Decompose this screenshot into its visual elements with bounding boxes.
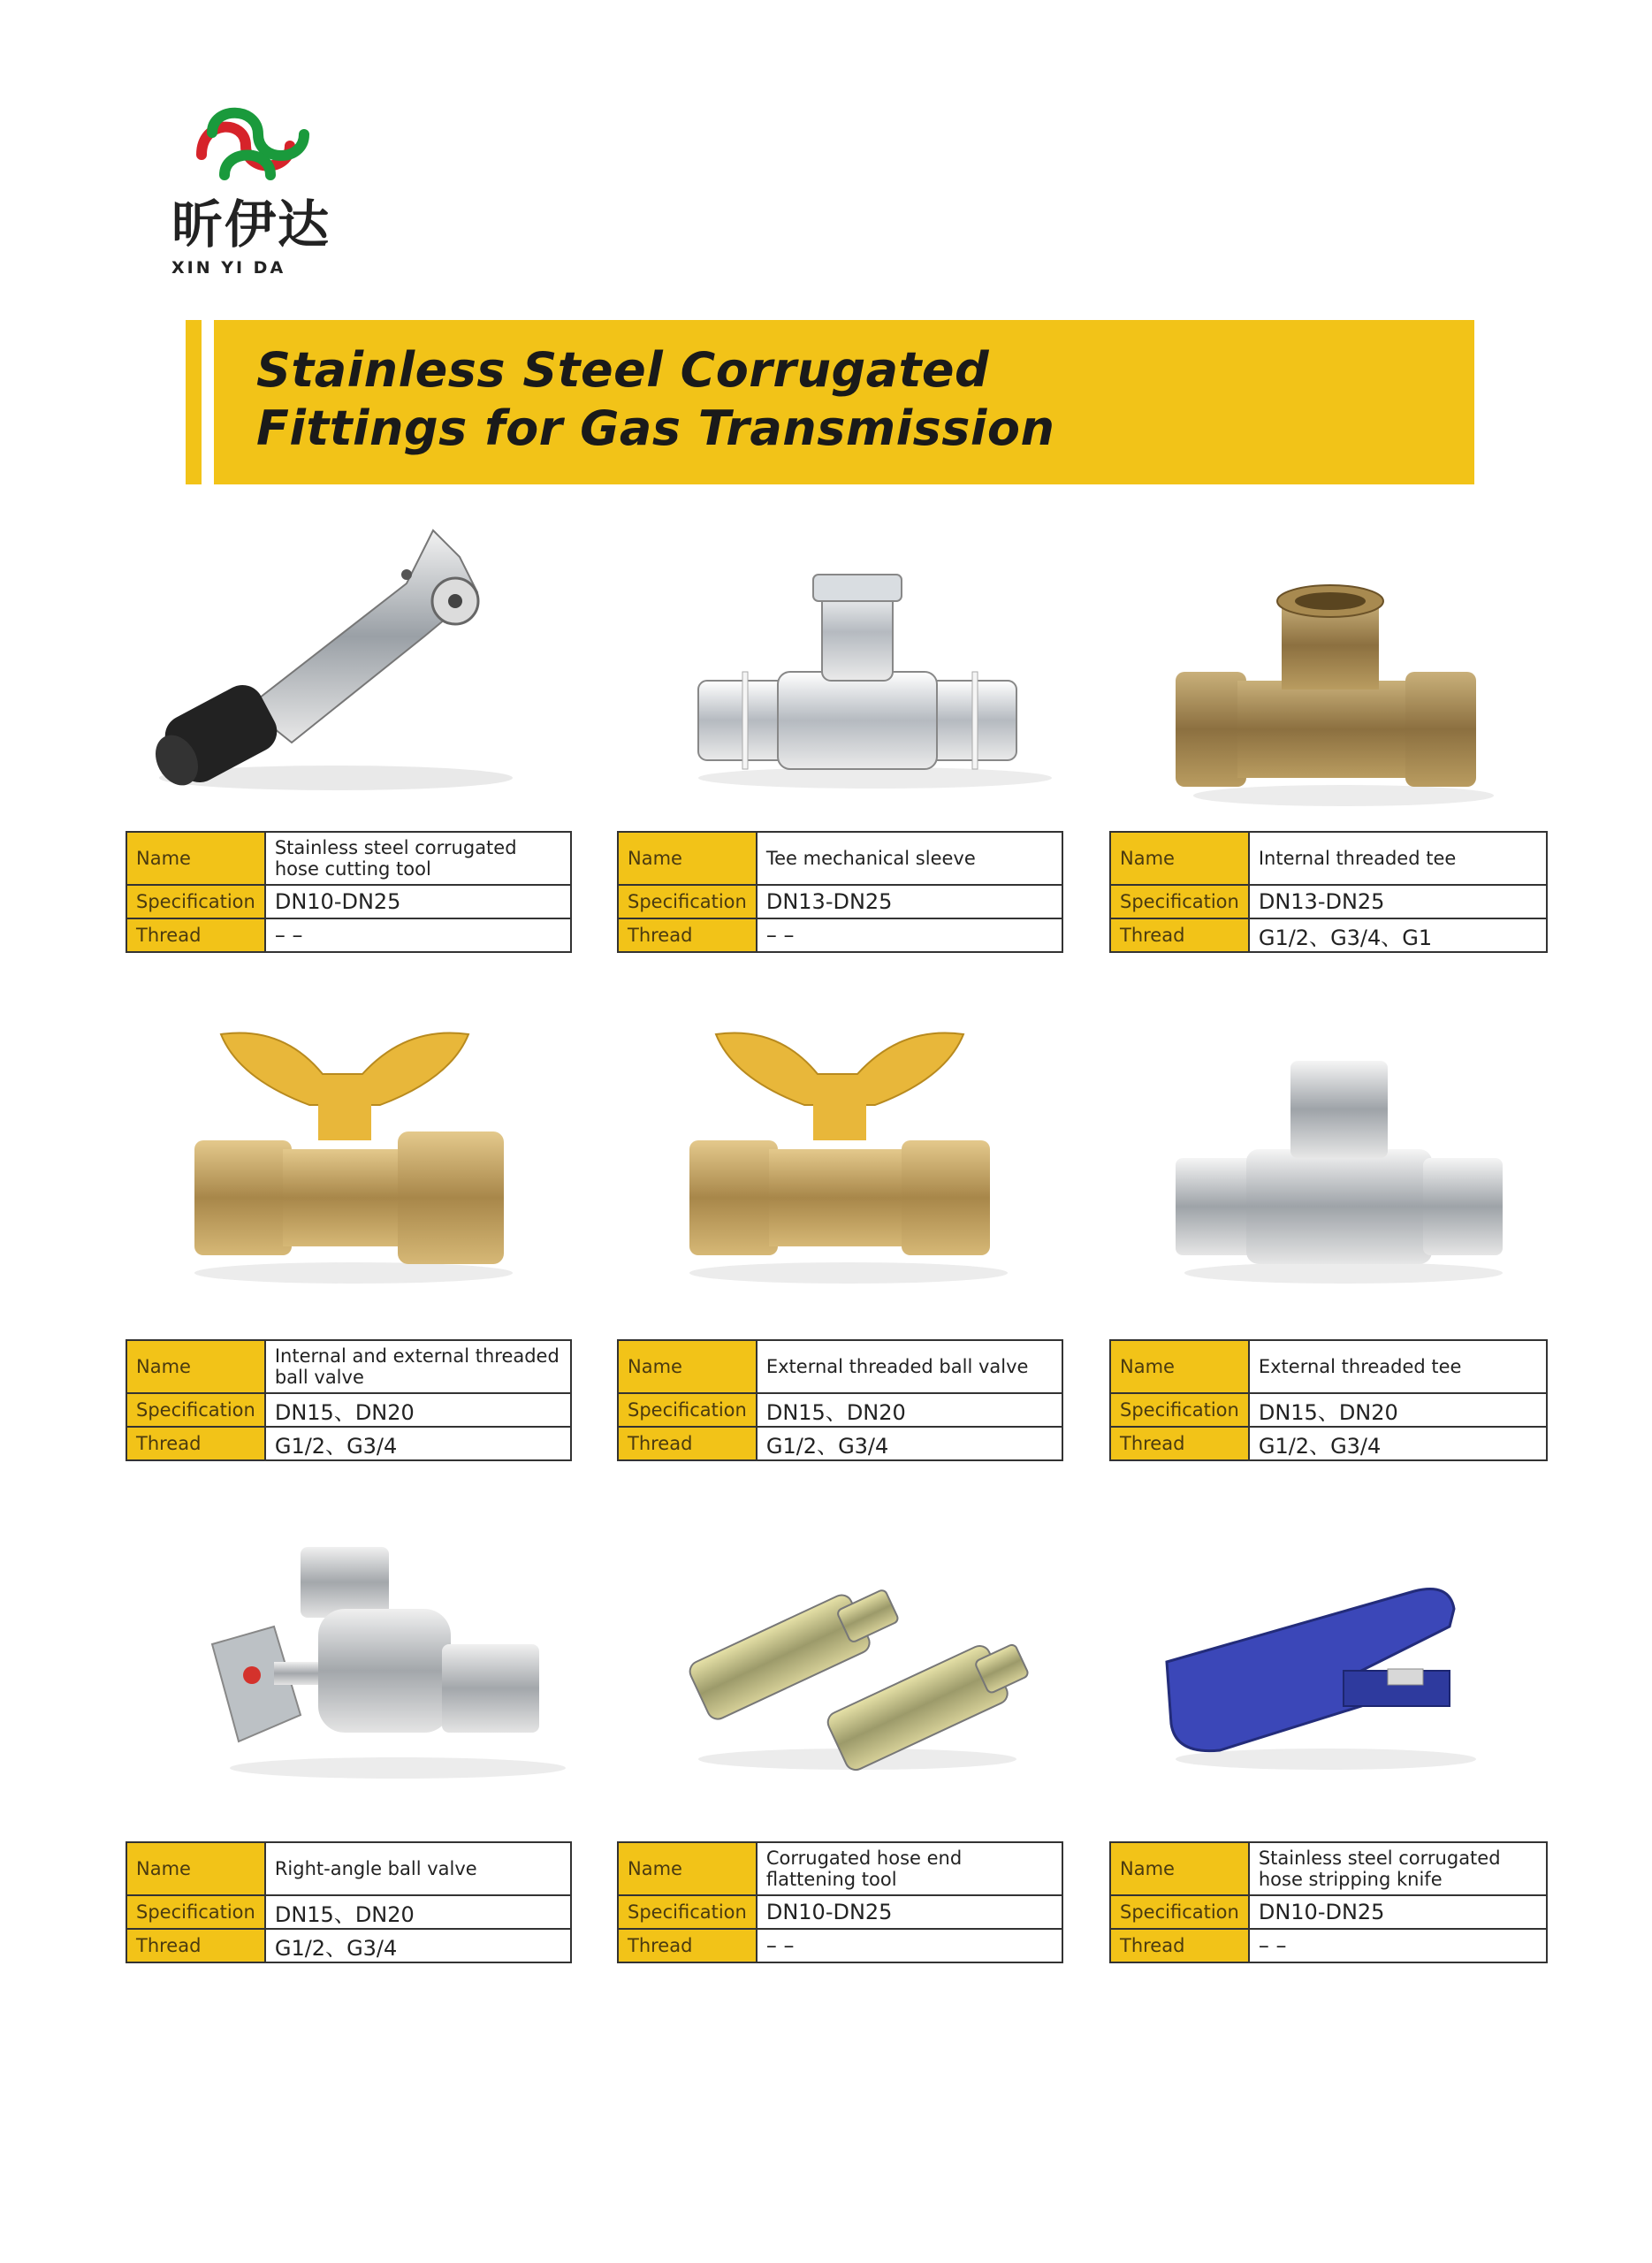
- product-thread: G1/2、G3/4: [757, 1427, 1062, 1460]
- page-title-line-1: Stainless Steel Corrugated: [256, 342, 990, 398]
- specification-label: Specification: [126, 885, 265, 918]
- tee-sleeve-icon: [681, 566, 1052, 796]
- banner-accent-stripe: [186, 320, 202, 484]
- product-thread: G1/2、G3/4: [265, 1929, 571, 1962]
- spec-table: [1109, 831, 1548, 953]
- spec-table: [617, 1841, 1063, 1963]
- product-name: Internal and external threaded ball valve: [265, 1340, 571, 1393]
- spec-table: [126, 831, 572, 953]
- product-specification: DN15、DN20: [757, 1393, 1062, 1427]
- product-specification: DN10-DN25: [1249, 1895, 1547, 1929]
- product-name: Stainless steel corrugated hose stripping knife: [1249, 1842, 1547, 1895]
- product-specification: DN15、DN20: [265, 1895, 571, 1929]
- product-thread: – –: [757, 918, 1062, 952]
- name-label: Name: [126, 1340, 265, 1393]
- product-specification: DN10-DN25: [265, 885, 571, 918]
- thread-label: Thread: [618, 1427, 757, 1460]
- product-thread: G1/2、G3/4、G1: [1249, 918, 1547, 952]
- name-label: Name: [1110, 1842, 1249, 1895]
- name-label: Name: [1110, 1340, 1249, 1393]
- specification-label: Specification: [1110, 885, 1249, 918]
- flattening-tool-icon: [672, 1547, 1034, 1777]
- name-label: Name: [126, 832, 265, 885]
- page-title-line-2: Fittings for Gas Transmission: [256, 400, 1055, 456]
- product-name: Stainless steel corrugated hose cutting tool: [265, 832, 571, 885]
- product-thread: G1/2、G3/4: [1249, 1427, 1547, 1460]
- product-thread: – –: [1249, 1929, 1547, 1962]
- specification-label: Specification: [618, 1393, 757, 1427]
- thread-label: Thread: [126, 918, 265, 952]
- product-name: Right-angle ball valve: [265, 1842, 571, 1895]
- product-specification: DN10-DN25: [757, 1895, 1062, 1929]
- spec-table: [617, 831, 1063, 953]
- product-name: External threaded ball valve: [757, 1340, 1062, 1393]
- specification-label: Specification: [1110, 1895, 1249, 1929]
- product-thread: – –: [757, 1929, 1062, 1962]
- stripping-knife-icon: [1149, 1573, 1485, 1777]
- page-title: [256, 341, 1054, 458]
- brass-tee-icon: [1167, 583, 1503, 813]
- product-name: Corrugated hose end flattening tool: [757, 1842, 1062, 1895]
- pipe-cutter-icon: [141, 522, 548, 804]
- spec-table: [617, 1339, 1063, 1461]
- chrome-tee-icon: [1167, 1043, 1511, 1291]
- product-name: Internal threaded tee: [1249, 832, 1547, 885]
- thread-label: Thread: [618, 918, 757, 952]
- thread-label: Thread: [126, 1427, 265, 1460]
- product-thread: – –: [265, 918, 571, 952]
- thread-label: Thread: [618, 1929, 757, 1962]
- product-name: External threaded tee: [1249, 1340, 1547, 1393]
- butterfly-valve-icon: [177, 1025, 521, 1291]
- brand-mark-icon: [186, 106, 327, 194]
- thread-label: Thread: [1110, 918, 1249, 952]
- brand-name-en: XIN YI DA: [171, 258, 286, 278]
- brand-name-cn: 昕伊达: [171, 194, 331, 255]
- spec-table: [126, 1339, 572, 1461]
- product-thread: G1/2、G3/4: [265, 1427, 571, 1460]
- name-label: Name: [126, 1842, 265, 1895]
- name-label: Name: [618, 1340, 757, 1393]
- spec-table: [1109, 1841, 1548, 1963]
- specification-label: Specification: [126, 1393, 265, 1427]
- product-specification: DN13-DN25: [1249, 885, 1547, 918]
- butterfly-valve-icon: [672, 1025, 1016, 1291]
- product-specification: DN15、DN20: [265, 1393, 571, 1427]
- spec-table: [1109, 1339, 1548, 1461]
- angle-valve-icon: [203, 1538, 575, 1786]
- specification-label: Specification: [1110, 1393, 1249, 1427]
- name-label: Name: [1110, 832, 1249, 885]
- title-banner: [214, 320, 1474, 484]
- brand-logo: [168, 106, 345, 283]
- product-name: Tee mechanical sleeve: [757, 832, 1062, 885]
- name-label: Name: [618, 832, 757, 885]
- spec-table: [126, 1841, 572, 1963]
- specification-label: Specification: [126, 1895, 265, 1929]
- thread-label: Thread: [1110, 1427, 1249, 1460]
- product-specification: DN13-DN25: [757, 885, 1062, 918]
- specification-label: Specification: [618, 885, 757, 918]
- thread-label: Thread: [1110, 1929, 1249, 1962]
- name-label: Name: [618, 1842, 757, 1895]
- specification-label: Specification: [618, 1895, 757, 1929]
- thread-label: Thread: [126, 1929, 265, 1962]
- product-specification: DN15、DN20: [1249, 1393, 1547, 1427]
